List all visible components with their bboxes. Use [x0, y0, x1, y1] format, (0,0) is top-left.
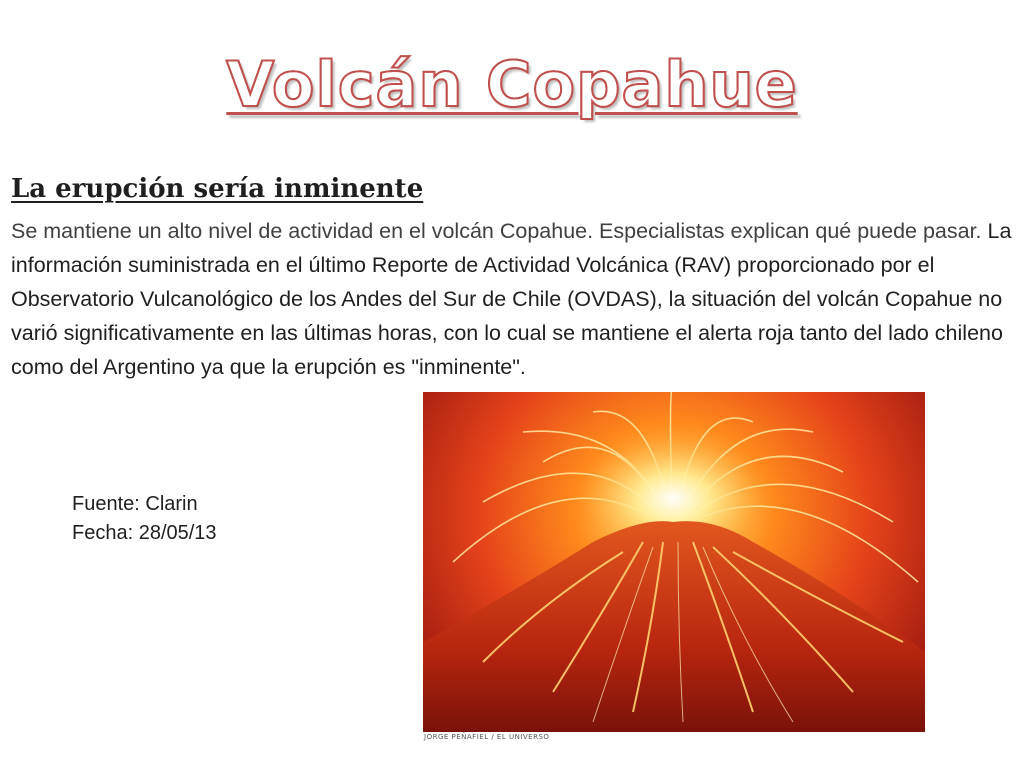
source-line: Fuente: Clarin — [72, 493, 198, 515]
photo-credit: JORGE PEÑAFIEL / EL UNIVERSO — [424, 733, 550, 741]
date-line: Fecha: 28/05/13 — [72, 522, 217, 544]
source-block — [72, 490, 217, 548]
volcano-eruption-photo — [423, 392, 925, 732]
volcano-illustration — [423, 392, 925, 732]
slide-title: Volcán Copahue — [226, 48, 798, 121]
news-headline: La erupción sería inminente — [11, 174, 424, 204]
news-paragraph: La información suministrada en el último Reporte de Actividad Volcánica (RAV) proporcionado por el Observatorio Vulcanológico de los Andes del Sur de Chile (OVDAS), la situación del volcán Copahue no varió significativamente en las últimas horas, con lo cual se mantiene el alerta roja tanto del lado chileno como del Argentino ya que la erupción es "inminente". — [11, 219, 1012, 379]
news-body — [11, 214, 1014, 384]
news-lead: Se mantiene un alto nivel de actividad en el volcán Copahue. Especialistas explican qué puede pasar. — [11, 219, 982, 243]
